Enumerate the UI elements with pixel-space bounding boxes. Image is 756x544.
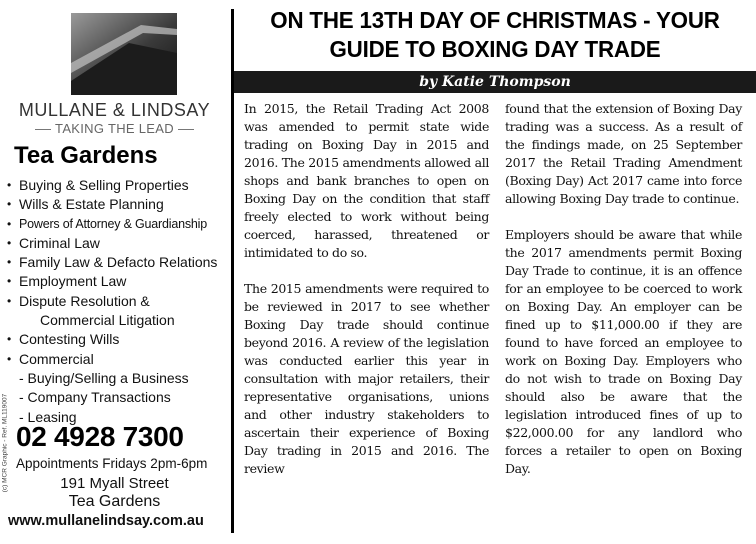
article-paragraph: The 2015 amendments were required to be reviewed in 2017 to see whether Boxing Day trade should continue beyond 2016. A review of the legislation was conducted earlier this year in consultation with major retailers, their representative organisations, unions and other industry stakeholders to ascertain their experience of Boxing Day trading in 2015 and 2016. The review: [244, 281, 489, 476]
service-item: • Wills & Estate Planning: [6, 195, 228, 214]
firm-logo-icon: [71, 13, 177, 95]
service-item: • Powers of Attorney & Guardianship: [6, 215, 228, 234]
byline: by Katie Thompson: [234, 71, 756, 93]
service-item: • Criminal Law: [6, 234, 228, 253]
firm-name: MULLANE & LINDSAY: [18, 100, 211, 120]
service-item: • Commercial: [6, 350, 228, 369]
article-headline: [247, 6, 743, 64]
service-item: • Buying & Selling Properties: [6, 176, 228, 195]
article-paragraph: Employers should be aware that while the 2017 amendments permit Boxing Day Trade to continue, it is an offence for an employee to be coerced to work on Boxing Day. An employer can be fined up to $11,000.00 if they are found to have forced an employee to work on Boxing Day. Employers who do not wish to trade on Boxing Day should also be aware that the legislation introduced fines of up to $22,000.00 for any landlord who forces a retailer to open on Boxing Day.: [505, 227, 742, 476]
firm-tagline: [0, 121, 229, 136]
headline-line: ON THE 13TH DAY OF CHRISTMAS - YOUR: [270, 7, 720, 33]
website-link[interactable]: www.mullanelindsay.com.au: [8, 513, 204, 529]
phone-number: 02 4928 7300: [16, 421, 184, 452]
street-address: 191 Myall Street: [60, 475, 169, 492]
article-column-1: [244, 100, 489, 496]
services-list: [6, 176, 228, 427]
service-item: • Employment Law: [6, 272, 228, 291]
service-subitem: - Buying/Selling a Business: [19, 369, 189, 386]
article-column-2: [505, 100, 742, 496]
city-heading: Tea Gardens: [14, 142, 158, 169]
service-item: • Dispute Resolution &: [6, 292, 228, 311]
service-subitem: - Company Transactions: [19, 389, 171, 406]
town-address: Tea Gardens: [68, 493, 161, 510]
service-item: • Contesting Wills: [6, 330, 228, 349]
service-item: • Family Law & Defacto Relations: [6, 253, 228, 272]
article-paragraph: In 2015, the Retail Trading Act 2008 was amended to permit state wide trading on Boxing Day in 2015 and 2016. The 2015 amendments allowed all shops and bank branches to open on Boxing Day on the condition that staff freely elected to work without being coerced, harassed, threatened or intimidated to do so.: [244, 101, 489, 260]
firm-tagline-text: TAKING THE LEAD: [55, 121, 174, 136]
ad-reference-text: (c) MCR Graphic - Ref. ML119007: [1, 393, 9, 492]
service-subitem: - Leasing: [19, 408, 77, 425]
headline-line: GUIDE TO BOXING DAY TRADE: [329, 36, 661, 62]
appointments-text: Appointments Fridays 2pm-6pm: [16, 456, 208, 471]
service-item-continued: Commercial Litigation: [40, 312, 175, 329]
law-firm-advertisement: [0, 0, 229, 544]
article-paragraph: found that the extension of Boxing Day trading was a success. As a result of the findings made, on 25 September 2017 the Retail Trading Amendment (Boxing Day) Act 2017 came into force allowing Boxing Day trade to continue.: [505, 101, 742, 206]
